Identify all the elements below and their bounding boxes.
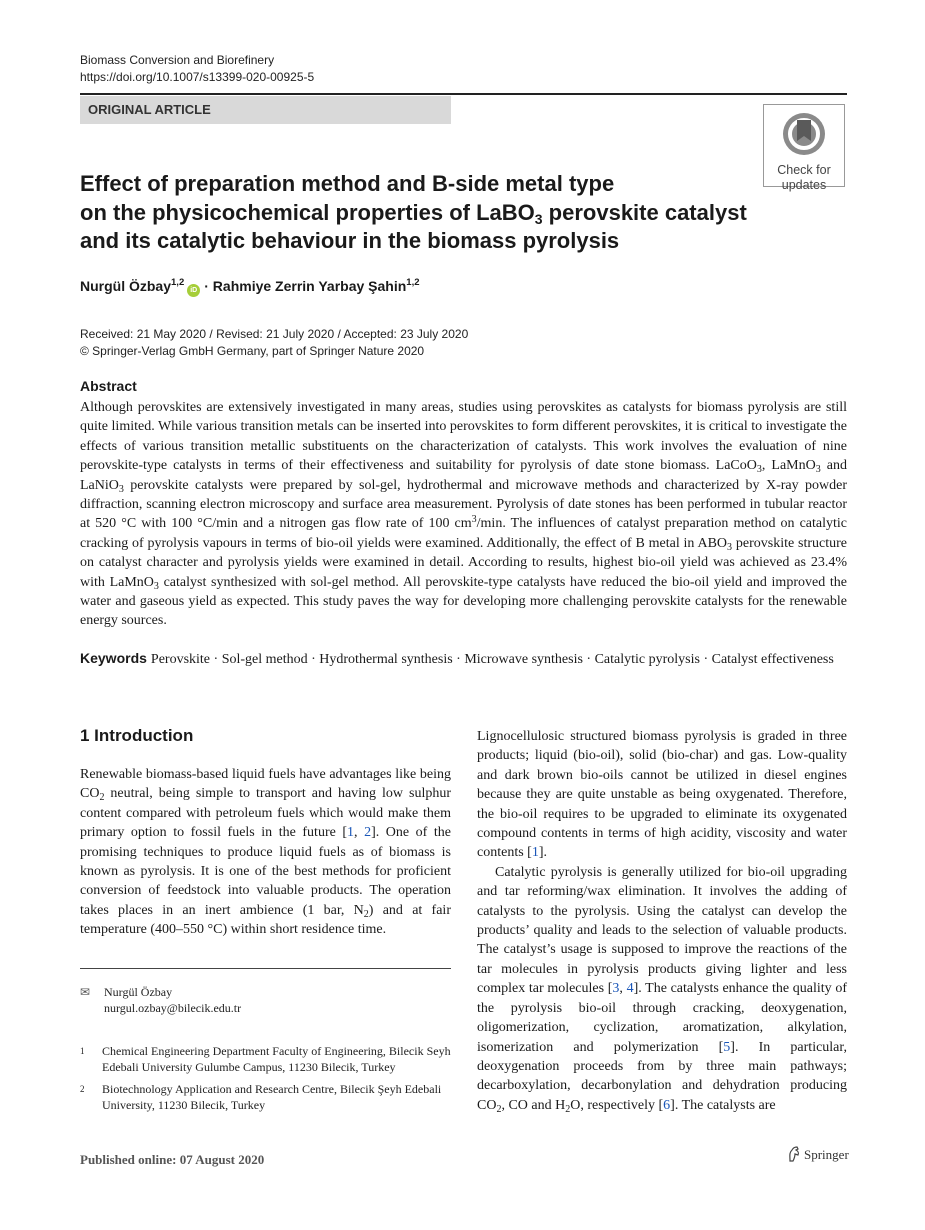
corresponding-name: Nurgül Özbay — [104, 985, 173, 999]
check-for-updates-badge[interactable] — [763, 104, 845, 192]
article-history: Received: 21 May 2020 / Revised: 21 July 2020 / Accepted: 23 July 2020 — [80, 327, 469, 341]
footnote-rule — [80, 968, 451, 969]
author-name[interactable]: Rahmiye Zerrin Yarbay Şahin — [212, 278, 407, 294]
doi-link[interactable]: https://doi.org/10.1007/s13399-020-00925-5 — [80, 70, 315, 84]
citation-link[interactable]: 3 — [612, 981, 620, 997]
journal-name: Biomass Conversion and Biorefinery — [80, 53, 275, 67]
right-column — [477, 727, 847, 1115]
abstract-body: Although perovskites are extensively investigated in many areas, studies using perovskites as catalysts for biomass pyrolysis are still quite limited. While various transition metals can be inserted into perovskites to form different perovskites, it is critical to investigate the effects of various transition metallic substituents on the characterization of catalysts. This work involves the evaluation of nine perovskite-type catalysts in terms of their effectiveness and suitability for pyrolysis of date stone biomass. LaCoO$_3$, LaMnO$_3$ and LaNiO$_3$ perovskite catalysts were prepared by sol-gel, hydrothermal and microwave methods and characterized by X-ray powder diffraction, scanning electron microscopy and surface area measurement. Pyrolysis of date stones has been performed in tubular reactor at 520 °C with 100 °C/min and a nitrogen gas flow rate of 100 $cm^3/\min$. The influences of catalyst preparation method on catalytic cracking of pyrolysis vapours in terms of bio-oil yields were examined. Additionally, the effect of B metal in $ABO_3$ perovskite structure on catalyst character and pyrolysis yields were examined in detail. According to results, highest bio-oil yield was achieved as 23.4% with LaMnO$_3$ catalyst synthesized with sol-gel method. All perovskite-type catalysts have reduced the bio-oil yield and improved the water and gaseous yield as expected. This study paves the way for developing more challenging perovskite catalysts for the renewable energy sources. — [80, 400, 847, 629]
introduction-paragraph-1: Renewable biomass-based liquid fuels have advantages like being $CO_2$ neutral, being simple to transport and having low sulphur content compared with petroleum fuels which would make them primary option to fossil fuels in the future [1, 2]. One of the promising techniques to produce liquid fuels as of biomass is known as pyrolysis. It is one of the best methods for proficient conversion of feedstock into valuable products. The operation takes places in an inert ambience (1 bar, $N_2$) and at fair temperature (400–550 °C) within short residence time. — [80, 767, 451, 938]
springer-horse-icon — [787, 1146, 801, 1162]
affiliation-text: Chemical Engineering Department Faculty of Engineering, Bilecik Seyh Edebali University Gulumbe Campus, 11230 Bilecik, Turkey — [102, 1044, 451, 1074]
citation-link[interactable]: 2 — [364, 825, 372, 841]
author-separator: · — [204, 278, 209, 294]
title-line-1: Effect of preparation method and B-side metal type — [80, 171, 615, 196]
published-date: Published online: 07 August 2020 — [80, 1152, 265, 1167]
author-affiliation: 1,2 — [171, 277, 185, 288]
keywords — [80, 649, 847, 669]
bookmark-refresh-icon — [781, 111, 827, 157]
article-type: ORIGINAL ARTICLE — [88, 102, 211, 117]
corresponding-author — [80, 984, 241, 1016]
citation-link[interactable]: 5 — [723, 1039, 731, 1055]
article-dates — [80, 326, 468, 360]
copyright-line: © Springer-Verlag GmbH Germany, part of Springer Nature 2020 — [80, 344, 425, 358]
citation-link[interactable]: 4 — [626, 981, 634, 997]
corresponding-email[interactable]: nurgul.ozbay@bilecik.edu.tr — [104, 1001, 242, 1015]
author-name[interactable]: Nurgül Özbay — [80, 278, 172, 294]
author-affiliation: 1,2 — [406, 277, 420, 288]
keywords-label: Keywords — [80, 650, 147, 666]
affiliation-1 — [80, 1043, 451, 1075]
publisher-logo — [787, 1146, 849, 1163]
article-type-banner — [80, 96, 451, 124]
affiliation-number: 2 — [80, 1084, 85, 1094]
abstract-heading: Abstract — [80, 378, 137, 394]
introduction-paragraph-3: Catalytic pyrolysis is generally utilized for bio-oil upgrading and tar reforming/wax elimination. It involves the adding of catalysts to the pyrolysis. Using the catalyst can develop the products’ quality and leads to the selection of valuable products. The catalyst’s usage is supposed to improve the reactions of the tar molecules in pyrolysis products giving lighter and less complex tar molecules [3, 4]. The catalysts enhance the quality of the pyrolysis bio-oil through cracking, deoxygenation, oligomerization, cyclization, aromatization, alkylation, isomerization and polymerization [5]. In particular, deoxygenation proceeds from by three main pathways; decarboxylation, decarbonylation and dehydration producing $CO_2$, CO and $H_2O$, respectively [6]. The catalysts are — [477, 864, 848, 1115]
affiliation-number: 1 — [80, 1046, 85, 1056]
citation-link[interactable]: 1 — [347, 825, 355, 841]
affiliation-text: Biotechnology Application and Research Centre, Bilecik Şeyh Edebali University, 11230 Bilecik, Turkey — [102, 1082, 442, 1112]
author-list — [80, 278, 420, 297]
keywords-text: Perovskite · Sol-gel method · Hydrothermal synthesis · Microwave synthesis · Catalytic pyrolysis · Catalyst effectiveness — [150, 652, 834, 667]
section-heading-introduction: 1 Introduction — [80, 726, 194, 745]
citation-link[interactable]: 6 — [663, 1097, 671, 1113]
envelope-icon: ✉ — [80, 985, 91, 999]
title-line-3: and its catalytic behaviour in the biomass pyrolysis — [80, 228, 620, 253]
introduction-paragraph-2: Lignocellulosic structured biomass pyrolysis is graded in three products; liquid (bio-oil), solid (bio-char) and gas. Low-quality and dark brown bio-oils cannot be utilized in diesel engines because they are quite unstable as being oxygenated. Therefore, the bio-oil requires to be upgraded to eliminate its oxygenated compound contents in terms of high acidity, viscosity and water contents [1]. — [477, 729, 847, 861]
title-line-2: on the physicochemical properties of LaBO$_3$ perovskite catalyst — [80, 199, 747, 227]
affiliation-2 — [80, 1081, 451, 1113]
publisher-name: Springer — [804, 1147, 849, 1162]
citation-link[interactable]: 1 — [531, 845, 539, 861]
journal-header — [80, 52, 314, 86]
check-updates-line2: updates — [781, 178, 827, 192]
article-title — [80, 170, 760, 256]
header-rule — [80, 93, 847, 95]
check-updates-line1: Check for — [777, 163, 831, 177]
orcid-icon[interactable]: iD — [187, 284, 200, 297]
